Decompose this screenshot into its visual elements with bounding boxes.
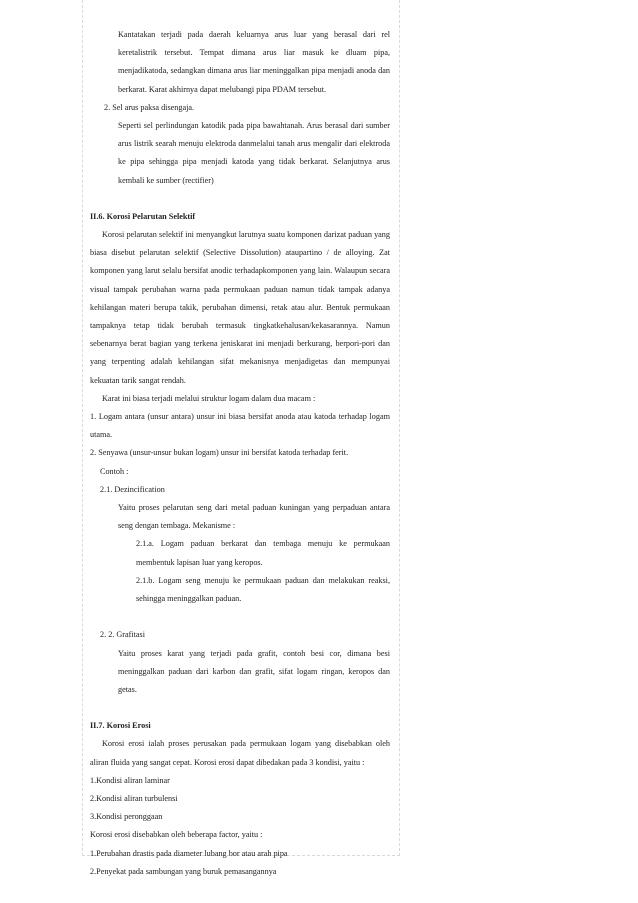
paragraph-selective-leaching: Korosi pelarutan selektif ini menyangkut larutnya suatu komponen darizat paduan yang biasa disebut pelarutan selektif (Selective Dissolution) ataupartino / de alloying. Zat komponen yang larut selalu bersifat anodic terhadapkomponen yang lain. Walaupun secara visual tampak perubahan warna pada permukaan paduan namun tidak tampak adanya kehilangan materi berupa takik, perubahan dimensi, retak atau alur. Bentuk permukaan tampaknya tetap tidak berubah termasuk tingkatkehalusan/kekasarannya. Namun sebenarnya berat bagian yang terkena jeniskarat ini menjadi berkurang, berpori-pori dan yang terpenting adalah kehilangan sifat mekanisnya menjadigetas dan mempunyai kekuatan tarik sangat rendah. <box>90 230 390 385</box>
section-heading-ii6: II.6. Korosi Pelarutan Selektif <box>90 211 196 221</box>
list-item-1: 1. Logam antara (unsur antara) unsur ini biasa bersifat anoda atau katoda terhadap logam utama. <box>90 412 390 440</box>
sub-heading-graphitization: 2. 2. Grafitasi <box>100 630 146 640</box>
mechanism-step-a: 2.1.a. Logam paduan berkarat dan tembaga menuju ke permukaan membentuk lapisan luar yang keropos. <box>136 539 390 567</box>
condition-laminar: 1.Kondisi aliran laminar <box>90 775 170 785</box>
spacer <box>90 699 390 717</box>
sub-heading-dezincification: 2.1. Dezincification <box>100 484 165 494</box>
example-label: Contoh : <box>100 466 129 476</box>
condition-cavitation: 3.Kondisi peronggaan <box>90 812 163 822</box>
spacer <box>90 608 390 626</box>
document-body <box>90 26 390 881</box>
section-heading-ii7: II.7. Korosi Erosi <box>90 721 151 731</box>
mechanism-step-b: 2.1.b. Logam seng menuju ke permukaan paduan dan melakukan reaksi, sehingga meninggalkan paduan. <box>136 575 390 604</box>
spacer <box>90 190 390 208</box>
paragraph-graphitization: Yaitu proses karat yang terjadi pada grafit, contoh besi cor, dimana besi meninggalkan paduan dari karbon dan grafit, sifat logam ringan, keropos dan getas. <box>118 648 390 694</box>
paragraph-stray-current: Kantatakan terjadi pada daerah keluarnya arus luar yang berasal dari rel keretalistrik tersebut. Tempat dimana arus liar masuk ke dluam pipa, menjadikatoda, sedangkan dimana arus liar meninggalkan pipa menjadi anoda dan berkarat. Karat akhirnya dapat melubangi pipa PDAM tersebut. <box>118 30 390 94</box>
factors-intro: Korosi erosi disebabkan oleh beberapa factor, yaitu : <box>90 830 263 840</box>
paragraph-cathodic-protection: Seperti sel perlindungan katodik pada pipa bawahtanah. Arus berasal dari sumber arus listrik searah menuju elektroda danmelalui tanah arus mengalir dari elektroda ke pipa sehingga pipa menjadi katoda yang tidak berkarat. Selanjutnya arus kembali ke sumber (rectifier) <box>118 121 390 185</box>
paragraph-erosion-corrosion: Korosi erosi ialah proses perusakan pada permukaan logam yang disebabkan oleh aliran fluida yang sangat cepat. Korosi erosi dapat dibedakan pada 3 kondisi, yaitu : <box>90 739 390 767</box>
factor-2: 2.Penyekat pada sambungan yang buruk pemasangannya <box>90 866 277 876</box>
paragraph-two-types: Karat ini biasa terjadi melalui struktur logam dalam dua macam : <box>102 393 316 403</box>
factor-1: 1.Perubahan drastis pada diameter lubang bor atau arah pipa <box>90 848 288 858</box>
list-item-2-label: 2. Sel arus paksa disengaja. <box>104 102 195 112</box>
list-item-2: 2. Senyawa (unsur-unsur bukan logam) unsur ini bersifat katoda terhadap ferit. <box>90 448 349 458</box>
paragraph-dezincification: Yaitu proses pelarutan seng dari metal paduan kuningan yang perpaduan antara seng dengan tembaga. Mekanisme : <box>118 503 390 531</box>
condition-turbulent: 2.Kondisi aliran turbulensi <box>90 793 178 803</box>
